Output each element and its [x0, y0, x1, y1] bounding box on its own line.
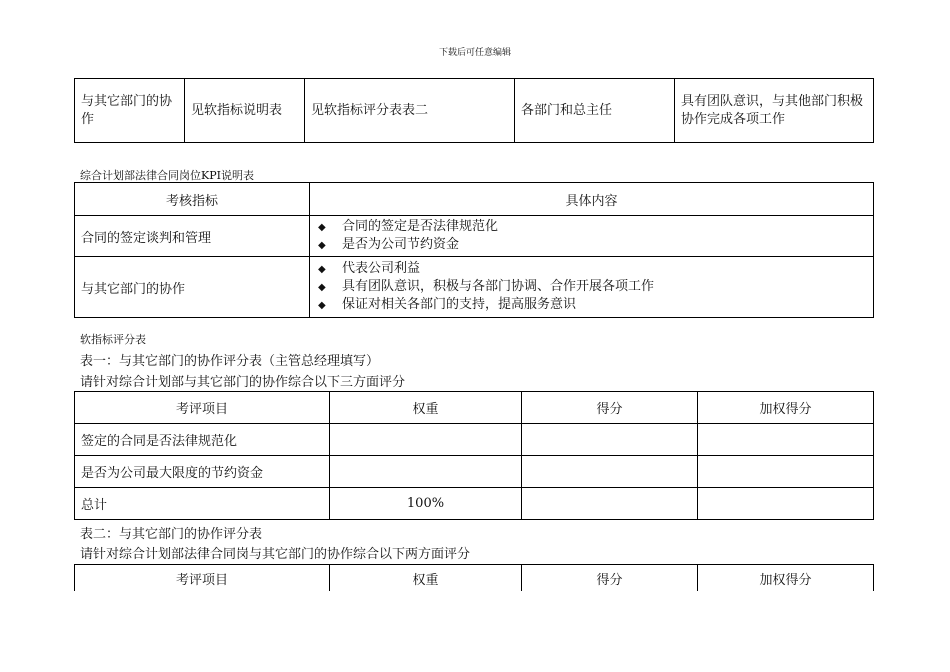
table-header-row	[75, 565, 874, 592]
weight-cell	[330, 456, 522, 488]
weighted-score-cell	[698, 488, 874, 520]
collab-cell-source: 见软指标说明表	[185, 79, 305, 143]
item-cell: 是否为公司最大限度的节约资金	[75, 456, 330, 488]
weight-cell: 100%	[330, 488, 522, 520]
header-weight: 权重	[330, 392, 522, 424]
kpi-indicator: 合同的签定谈判和管理	[75, 216, 310, 257]
kpi-content	[310, 216, 874, 257]
table1-title: 表一：与其它部门的协作评分表（主管总经理填写）	[80, 354, 380, 369]
diamond-bullet-icon: ◆	[318, 264, 326, 275]
collab-cell-scoring: 见软指标评分表表二	[305, 79, 515, 143]
soft-caption: 软指标评分表	[80, 333, 146, 346]
list-item	[318, 296, 867, 314]
header-weighted-score: 加权得分	[698, 392, 874, 424]
bullet-text: 是否为公司节约资金	[342, 237, 460, 252]
score-cell	[522, 424, 698, 456]
table-row	[75, 424, 874, 456]
bullet-text: 具有团队意识，积极与各部门协调、合作开展各项工作	[342, 279, 655, 294]
kpi-content	[310, 257, 874, 318]
header-score: 得分	[522, 392, 698, 424]
score-cell	[522, 488, 698, 520]
table2-title: 表二：与其它部门的协作评分表	[80, 527, 263, 542]
weighted-score-cell	[698, 456, 874, 488]
header-weighted-score: 加权得分	[698, 565, 874, 592]
item-cell: 总计	[75, 488, 330, 520]
collab-row-table	[74, 78, 874, 143]
header-item: 考评项目	[75, 565, 330, 592]
table-row	[75, 79, 874, 143]
score-table-2	[74, 564, 874, 591]
header-note: 下载后可任意编辑	[438, 48, 511, 58]
list-item	[318, 218, 867, 236]
kpi-header-indicator: 考核指标	[75, 183, 310, 216]
kpi-indicator: 与其它部门的协作	[75, 257, 310, 318]
diamond-bullet-icon: ◆	[318, 282, 326, 293]
bullet-text: 合同的签定是否法律规范化	[342, 219, 499, 234]
score-table-1	[74, 391, 874, 520]
table-row	[75, 488, 874, 520]
score-cell	[522, 456, 698, 488]
item-cell: 签定的合同是否法律规范化	[75, 424, 330, 456]
list-item	[318, 278, 867, 296]
diamond-bullet-icon: ◆	[318, 240, 326, 251]
collab-cell-evaluator: 各部门和总主任	[515, 79, 675, 143]
bullet-text: 代表公司利益	[342, 261, 421, 276]
header-score: 得分	[522, 565, 698, 592]
weight-cell	[330, 424, 522, 456]
header-item: 考评项目	[75, 392, 330, 424]
kpi-caption: 综合计划部法律合同岗位KPI说明表	[80, 169, 254, 182]
table-row	[75, 216, 874, 257]
list-item	[318, 260, 867, 278]
table-row	[75, 257, 874, 318]
bullet-text: 保证对相关各部门的支持，提高服务意识	[342, 297, 577, 312]
collab-cell-requirement: 具有团队意识，与其他部门积极协作完成各项工作	[675, 79, 874, 143]
list-item	[318, 236, 867, 254]
header-weight: 权重	[330, 565, 522, 592]
table-row	[75, 456, 874, 488]
table2-intro: 请针对综合计划部法律合同岗与其它部门的协作综合以下两方面评分	[80, 547, 471, 562]
table-header-row	[75, 392, 874, 424]
diamond-bullet-icon: ◆	[318, 222, 326, 233]
diamond-bullet-icon: ◆	[318, 300, 326, 311]
table-header-row	[75, 183, 874, 216]
weighted-score-cell	[698, 424, 874, 456]
collab-cell-indicator: 与其它部门的协作	[75, 79, 185, 143]
kpi-header-content: 具体内容	[310, 183, 874, 216]
table1-intro: 请针对综合计划部与其它部门的协作综合以下三方面评分	[80, 375, 406, 390]
kpi-table	[74, 182, 874, 318]
